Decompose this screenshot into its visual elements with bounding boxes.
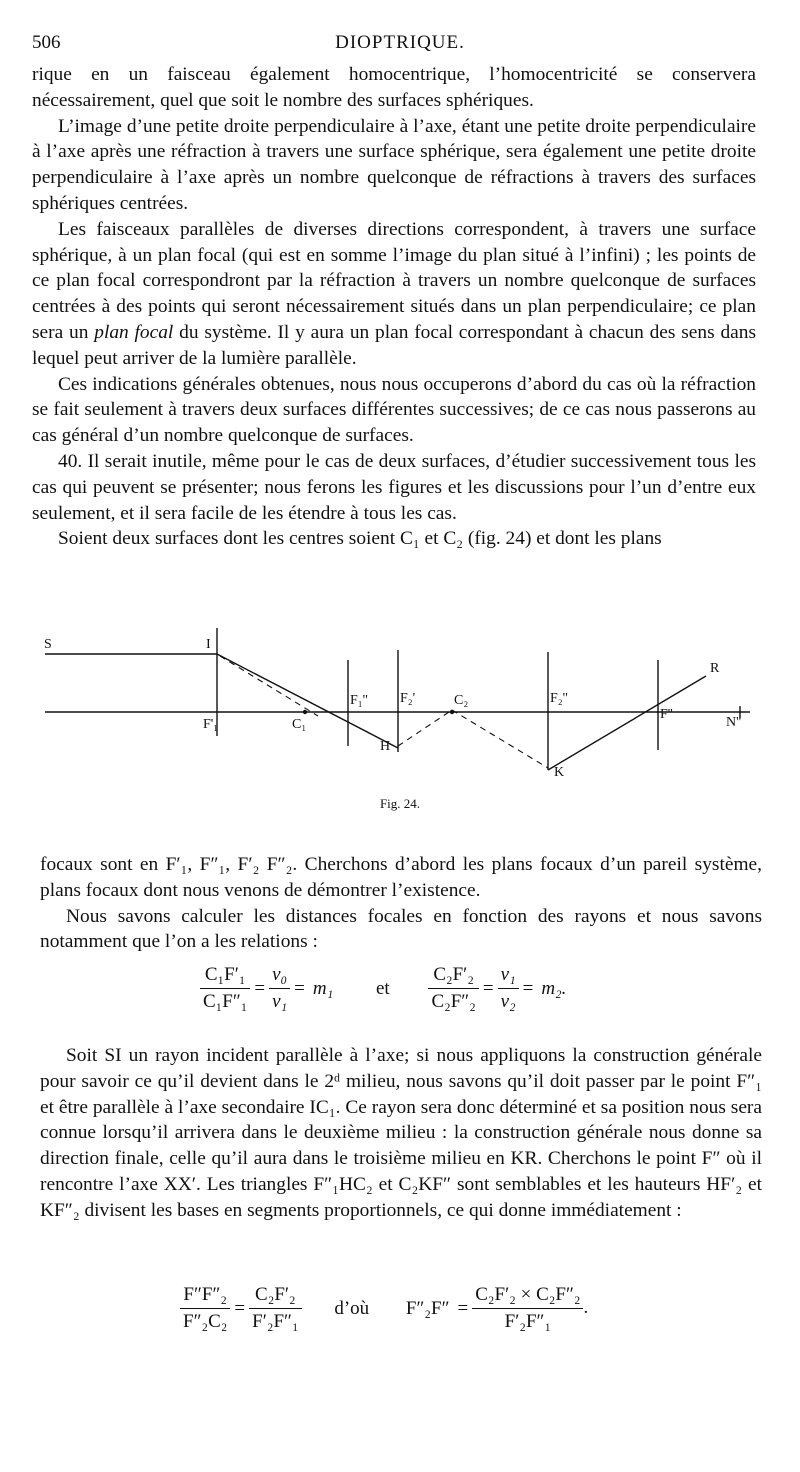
equation-2: $\frac{\text{F″F″₂}}{\text{F″₂C₂}}$ = $\frac{\text{C₂F′₂}}{\text{F′₂F″₁}}$ d’où F″₂F″ = $\frac{\text{C₂F′₂ × C₂F″₂}}{\text{F′₂F″₁}}$ .	[180, 1284, 588, 1333]
final-ray-kr	[548, 676, 706, 770]
page-header	[32, 32, 768, 56]
label-k: K	[554, 765, 565, 780]
fraction: $\frac{\text{C₁F′₁}}{\text{C₁F″₁}}$	[200, 964, 250, 1013]
paragraph: Soit SI un rayon incident parallèle à l’axe; si nous appliquons la construction générale pour savoir ce qu’il devient dans le 2ᵈ milieu, nous savons qu’il doit passer par le point F″₁ et être parallèle à l’axe secondaire IC₁. Ce rayon sera donc déterminé et sa position nous sera connue lorsqu’il arrivera dans le deuxième milieu : la construction générale nous donne sa direction finale, celle qu’il aura dans le troisième milieu en KR. Cherchons le point F″ où il rencontre l’axe XX′. Les triangles F″₁HC₂ et C₂KF″ sont semblables et les hauteurs HF′₂ et KF″₂ divisent les bases en segments proportionnels, ce qui donne immédiatement :	[40, 1045, 762, 1221]
paragraph: Soient deux surfaces dont les centres soient C₁ et C₂ (fig. 24) et dont les plans	[58, 528, 662, 550]
label-f2p: F₂'	[400, 691, 416, 706]
emphasis-text: plan focal	[94, 321, 174, 343]
fraction: $\frac{\text{C₂F′₂}}{\text{C₂F″₂}}$	[428, 964, 478, 1013]
label-i: I	[206, 637, 211, 652]
label-f2pp: F₂''	[550, 691, 568, 706]
paragraph: focaux sont en F′₁, F″₁, F′₂ F″₂. Cherchons d’abord les plans focaux d’un pareil système, plans focaux dont nous venons de démontrer l’existence.	[40, 854, 762, 901]
label-n: N''	[726, 715, 742, 730]
label-c1: C₁	[292, 717, 307, 732]
center-c1-point	[303, 710, 307, 714]
secondary-axis-ic1	[220, 656, 318, 716]
fraction: $\frac{\text{v₁}}{\text{v₂}}$	[498, 964, 519, 1013]
label-f1p: F'₁	[203, 717, 219, 732]
page-number: 506	[32, 32, 61, 53]
label-h: H	[380, 739, 391, 754]
running-title: DIOPTRIQUE.	[335, 32, 465, 53]
paragraph: Nous savons calculer les distances focales en fonction des rayons et nous savons notamment que l’on a les relations :	[40, 905, 762, 953]
label-c2: C₂	[454, 693, 469, 708]
text-block-top	[32, 62, 756, 552]
fraction: $\frac{\text{F″F″₂}}{\text{F″₂C₂}}$	[180, 1284, 230, 1333]
paragraph-text: Les faisceaux parallèles de diverses directions correspondent, à travers une surface sphérique, à un plan focal (qui est en somme l’image du plan situé à l’infini) ; les points de ce plan focal correspondront par la réfraction à travers un nombre quelconque de surfaces centrées à des points qui seront nécessairement situés dans un plan perpendiculaire; ce plan sera un	[32, 218, 756, 343]
text-block-mid	[40, 852, 762, 955]
equation-1: $\frac{\text{C₁F′₁}}{\text{C₁F″₁}}$ = $\frac{\text{v₀}}{\text{v₁}}$ = m₁ et $\frac{\text{C₂F′₂}}{\text{C₂F″₂}}$ = $\frac{\text{v₁}}{\text{v₂}}$ = m₂.	[200, 964, 570, 1013]
label-r: R	[710, 661, 720, 676]
paragraph: L’image d’une petite droite perpendiculaire à l’axe, étant une petite droite perpendiculaire à l’axe après une réfraction à travers une surface sphérique, sera également une petite droite perpendiculaire à l’axe après un nombre quelconque de réfractions à travers des surfaces sphériques centrées.	[32, 115, 756, 214]
dashed-c2-k	[452, 710, 548, 768]
fraction: $\frac{\text{C₂F′₂ × C₂F″₂}}{\text{F′₂F″₁}}$	[472, 1284, 583, 1333]
figure-caption: Fig. 24.	[379, 796, 421, 811]
center-c2-point	[450, 710, 454, 714]
paragraph: Ces indications générales obtenues, nous nous occuperons d’abord du cas où la réfraction se fait seulement à travers deux surfaces différentes successives; de ce cas nous passerons au cas général d’un nombre quelconque de surfaces.	[32, 373, 756, 447]
paragraph	[32, 217, 756, 372]
text-block-bottom	[40, 1043, 762, 1224]
fraction: $\frac{\text{v₀}}{\text{v₁}}$	[269, 964, 290, 1013]
refracted-ray-1	[217, 654, 398, 748]
label-fpp: F''	[660, 707, 673, 722]
figure-24-diagram	[30, 618, 770, 818]
paragraph-text: du système. Il y aura un plan focal correspondant à chacun des sens dans lequel peut arriver de la lumière parallèle.	[32, 321, 756, 369]
paragraph: rique en un faisceau également homocentrique, l’homocentricité se conservera nécessairement, quel que soit le nombre des surfaces sphériques.	[32, 64, 756, 111]
label-f1pp: F₁''	[350, 693, 368, 708]
dashed-h-c2	[398, 710, 452, 746]
paragraph: 40. Il serait inutile, même pour le cas de deux surfaces, d’étudier successivement tous les cas qui peuvent se présenter; nous ferons les figures et les discussions pour l’un d’entre eux seulement, et il sera facile de les étendre à tous les cas.	[32, 450, 756, 524]
label-s: S	[44, 637, 52, 652]
fraction: $\frac{\text{C₂F′₂}}{\text{F′₂F″₁}}$	[249, 1284, 301, 1333]
